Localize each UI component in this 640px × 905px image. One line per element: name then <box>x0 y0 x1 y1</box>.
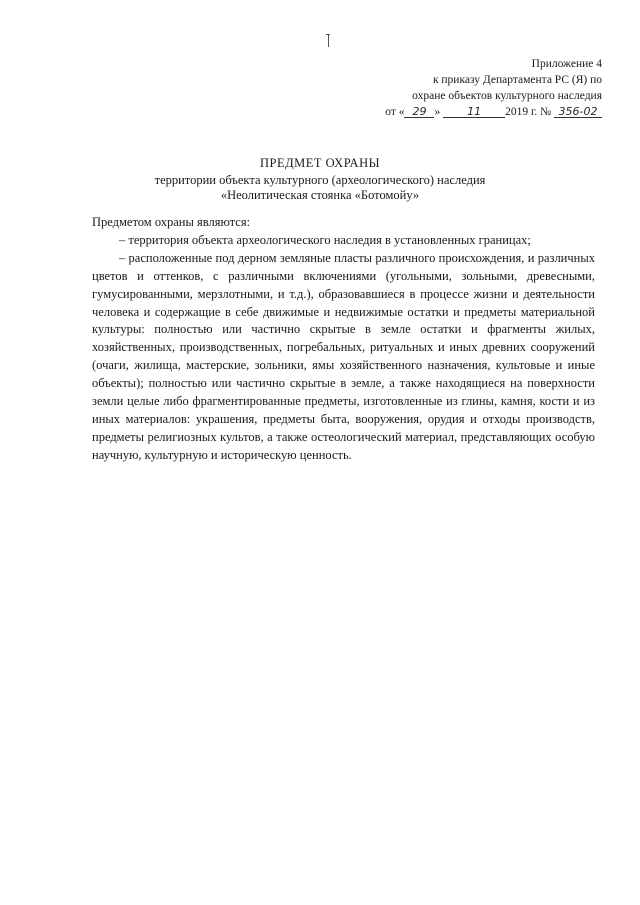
document-title <box>0 156 640 203</box>
annex-date-line <box>385 104 602 120</box>
annex-block <box>385 56 602 120</box>
title-subject: территории объекта культурного (археологического) наследия <box>154 173 486 187</box>
annex-department: охране объектов культурного наследия <box>412 90 602 102</box>
body-item-territory: – территория объекта археологического наследия в установленных границах; <box>119 232 531 247</box>
document-body <box>92 214 595 465</box>
title-heading: ПРЕДМЕТ ОХРАНЫ <box>259 156 381 170</box>
body-lead: Предметом охраны являются: <box>92 215 251 229</box>
date-day: 29 <box>404 106 434 118</box>
date-month: 11 <box>443 106 505 118</box>
scan-mark <box>328 34 329 47</box>
annex-title: Приложение 4 <box>531 58 602 70</box>
annex-order-ref: к приказу Департамента РС (Я) по <box>432 74 602 86</box>
date-prefix: от « <box>385 106 405 118</box>
title-object-name: «Неолитическая стоянка «Ботомойу» <box>220 188 420 202</box>
date-year: 2019 г. № <box>505 106 552 118</box>
date-mid: » <box>434 106 441 118</box>
body-item-layers: – расположенные под дерном земляные пласты различного происхождения, и различных цветов и оттенков, с различными включениями (угольными, зольными, древесными, гумусированными, мерзлотными, и т.д.), образовавшиеся в процессе жизни и деятельности человека и содержащие в себе движимые и недвижимые остатки и предметы материальной культуры: полностью или частично скрытые в земле остатки и фрагменты жилых, хозяйственных, производственных, погребальных, ритуальных и иных древних сооружений (очаги, жилища, мастерские, зольники, ямы хозяйственного назначения, культовые и иные объекты); полностью или частично скрытые в земле, а также находящиеся на поверхности земли целые либо фрагментированные предметы, изготовленные из глины, камня, кости и из иных материалов: украшения, предметы быта, вооружения, орудия и отходы производств, предметы религиозных культов, а также остеологический материал, представляющих особую научную, культурную и историческую ценность. <box>92 250 595 462</box>
order-number: 356-02 <box>554 106 602 118</box>
